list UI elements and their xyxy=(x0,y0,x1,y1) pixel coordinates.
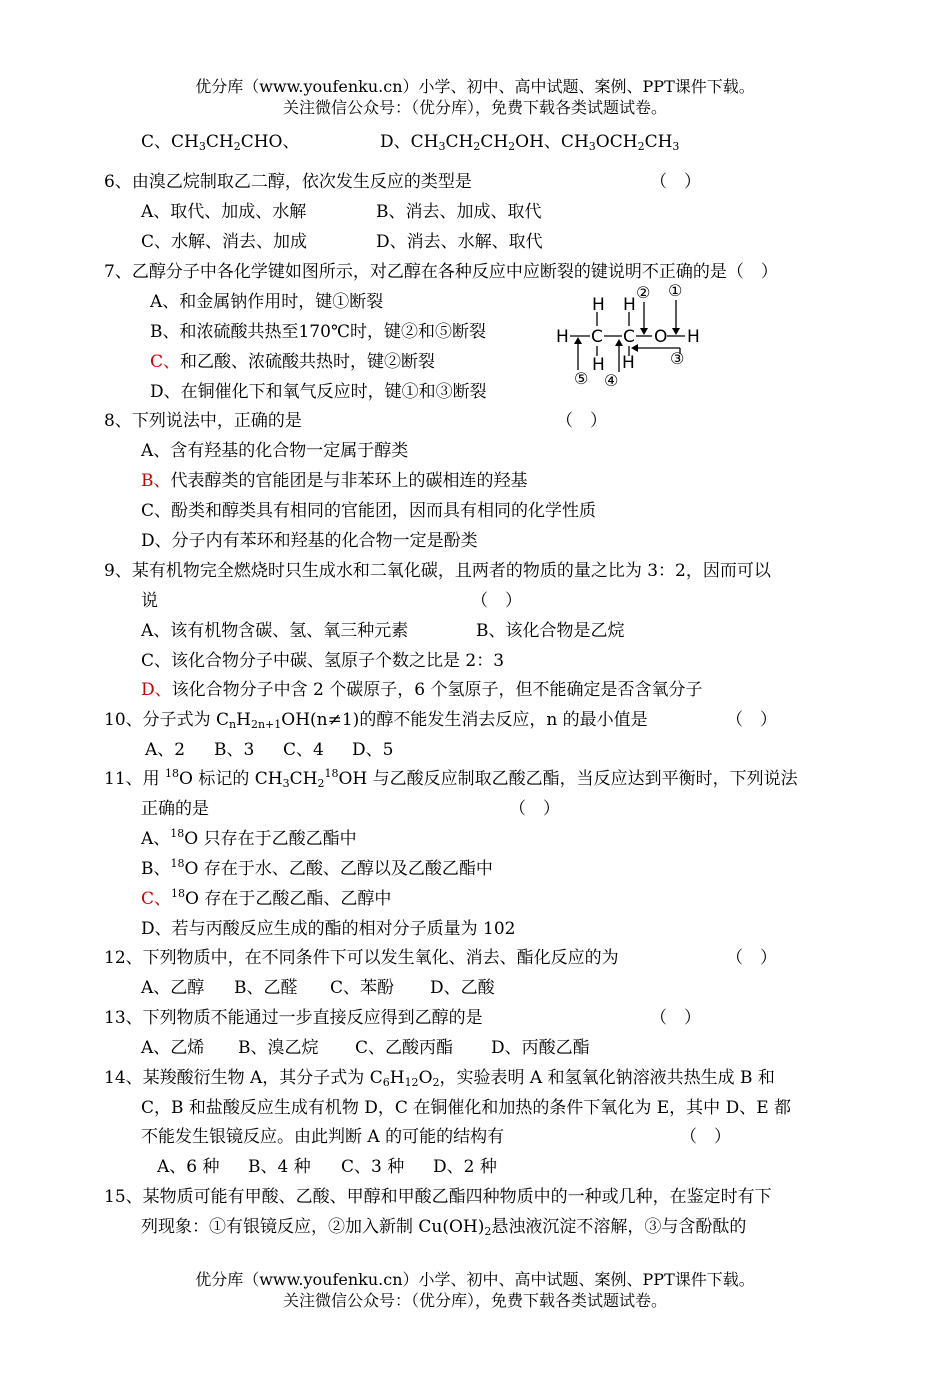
footer-line-2: 关注微信公众号：（优分库），免费下载各类试题试卷。 xyxy=(282,1291,667,1310)
q6-option-c: C、水解、消去、加成 xyxy=(141,232,308,252)
q7-option-c: C、和乙酸、浓硫酸共热时，键②断裂 xyxy=(150,352,436,372)
q8-answer-paren: （ ） xyxy=(556,411,607,431)
q5-option-d: D、$CH_3CH_2CH_2OH$、$CH_3OCH_2CH_3$ xyxy=(380,132,680,153)
atom-h-left: H xyxy=(556,327,569,347)
atom-c2: C xyxy=(623,327,635,347)
q12-option-a: A、乙醇 xyxy=(141,978,205,998)
q13-answer-paren: （ ） xyxy=(650,1008,701,1028)
q7-stem: 7、乙醇分子中各化学键如图所示，对乙醇在各种反应中应断裂的键说明不正确的是（ ） xyxy=(104,262,778,282)
atom-h-bottom-2: H xyxy=(622,353,635,373)
atom-h-top-1: H xyxy=(592,295,605,315)
bond-label-1: ① xyxy=(668,282,683,300)
q14-option-c: C、3 种 xyxy=(341,1157,405,1177)
q11-answer-paren: （ ） xyxy=(509,799,560,819)
q5-option-c: C、$CH_3CH_2CHO$、 xyxy=(141,132,300,153)
q8-option-c: C、酚类和醇类具有相同的官能团，因而具有相同的化学性质 xyxy=(141,501,597,521)
q11-answer-mark: C、 xyxy=(141,889,172,909)
q12-option-d: D、乙酸 xyxy=(430,978,495,998)
q8-option-b: B、代表醇类的官能团是与非苯环上的碳相连的羟基 xyxy=(141,471,528,491)
q13-option-d: D、丙酸乙酯 xyxy=(491,1038,590,1058)
q13-option-a: A、乙烯 xyxy=(141,1038,205,1058)
bond-label-3: ③ xyxy=(670,349,685,368)
q9-answer-paren: （ ） xyxy=(471,591,522,611)
q7-option-b: B、和浓硫酸共热至170℃时，键②和⑤断裂 xyxy=(150,322,486,342)
q15-stem-line2: 列现象：①有银镜反应，②加入新制 $Cu(OH)_2$悬浊液沉淀不溶解，③与含酚酞的 xyxy=(141,1217,747,1238)
q12-option-b: B、乙醛 xyxy=(234,978,298,998)
q14-answer-paren: （ ） xyxy=(680,1127,731,1147)
q14-stem: 14、某羧酸衍生物 A，其分子式为 $C_6H_{12}O_2$，实验表明 A 和氢氧化钠溶液共热生成 B 和 xyxy=(104,1068,775,1089)
q7-answer-mark: C、 xyxy=(150,352,181,372)
q13-stem: 13、下列物质不能通过一步直接反应得到乙醇的是 xyxy=(104,1008,483,1028)
atom-h-right: H xyxy=(687,327,700,347)
header-line-2: 关注微信公众号：（优分库），免费下载各类试题试卷。 xyxy=(282,98,667,117)
ethanol-bond-diagram xyxy=(552,282,712,392)
q8-option-a: A、含有羟基的化合物一定属于醇类 xyxy=(141,441,409,461)
atom-c1: C xyxy=(591,327,603,347)
q7-option-a: A、和金属钠作用时，键①断裂 xyxy=(150,292,384,312)
q15-stem-line1: 15、某物质可能有甲酸、乙酸、甲醇和甲酸乙酯四种物质中的一种或几种，在鉴定时有下 xyxy=(104,1187,772,1207)
q13-option-b: B、溴乙烷 xyxy=(238,1038,319,1058)
q8-option-d: D、分子内有苯环和羟基的化合物一定是酚类 xyxy=(141,531,478,551)
bond-label-4: ④ xyxy=(604,371,619,390)
q12-option-c: C、苯酚 xyxy=(330,978,395,998)
bond-label-5: ⑤ xyxy=(574,369,589,388)
q11-stem-cont: 正确的是 xyxy=(141,799,209,819)
q10-option-c: C、4 xyxy=(283,740,324,760)
q9-option-d: D、该化合物分子中含 2 个碳原子，6 个氢原子，但不能确定是否含氧分子 xyxy=(141,680,703,700)
q10-option-b: B、3 xyxy=(214,740,255,760)
q8-answer-mark: B、 xyxy=(141,471,171,491)
q9-option-a: A、该有机物含碳、氢、氧三种元素 xyxy=(141,621,409,641)
bond-label-2: ② xyxy=(636,283,651,302)
q14-option-a: A、6 种 xyxy=(157,1157,220,1177)
q9-option-b: B、该化合物是乙烷 xyxy=(476,621,625,641)
q11-option-b: B、$^{18}$O 存在于水、乙酸、乙醇以及乙酸乙酯中 xyxy=(141,857,493,879)
q6-option-b: B、消去、加成、取代 xyxy=(376,202,542,222)
atom-o: O xyxy=(654,327,668,347)
q11-option-a: A、$^{18}$O 只存在于乙酸乙酯中 xyxy=(141,827,357,849)
q12-answer-paren: （ ） xyxy=(726,948,777,968)
q6-option-a: A、取代、加成、水解 xyxy=(141,202,307,222)
q11-option-d: D、若与丙酸反应生成的酯的相对分子质量为 102 xyxy=(141,919,516,939)
atom-h-bottom-1: H xyxy=(592,355,605,375)
q11-option-c: C、$^{18}$O 存在于乙酸乙酯、乙醇中 xyxy=(141,887,392,909)
header-line-1: 优分库（www.youfenku.cn）小学、初中、高中试题、案例、PPT课件下载。 xyxy=(195,77,755,96)
q13-option-c: C、乙酸丙酯 xyxy=(355,1038,454,1058)
q14-stem-line2: C，B 和盐酸反应生成有机物 D，C 在铜催化和加热的条件下氧化为 E，其中 D、E 都 xyxy=(141,1098,792,1118)
q10-stem: 10、分子式为 $C_nH_{2n+1}OH(n\ne 1)$的醇不能发生消去反应，n 的最小值是 xyxy=(104,710,648,731)
q11-stem: 11、用 $^{18}$O 标记的 $CH_3CH_2^{18}OH$ 与乙酸反应制取乙酸乙酯，当反应达到平衡时，下列说法 xyxy=(104,767,798,790)
q10-option-d: D、5 xyxy=(352,740,394,760)
q14-option-d: D、2 种 xyxy=(433,1157,497,1177)
q7-option-d: D、在铜催化下和氧气反应时，键①和③断裂 xyxy=(150,382,487,402)
q6-option-d: D、消去、水解、取代 xyxy=(376,232,543,252)
q14-stem-line3: 不能发生银镜反应。由此判断 A 的可能的结构有 xyxy=(141,1127,505,1147)
q10-option-a: A、2 xyxy=(145,740,186,760)
q14-option-b: B、4 种 xyxy=(248,1157,311,1177)
atom-h-top-2: H xyxy=(623,295,636,315)
q8-stem: 8、下列说法中，正确的是 xyxy=(104,411,302,431)
footer-line-1: 优分库（www.youfenku.cn）小学、初中、高中试题、案例、PPT课件下载。 xyxy=(195,1270,755,1289)
q9-option-c: C、该化合物分子中碳、氢原子个数之比是 2：3 xyxy=(141,651,505,671)
q6-stem: 6、由溴乙烷制取乙二醇，依次发生反应的类型是 xyxy=(104,172,472,192)
q12-stem: 12、下列物质中，在不同条件下可以发生氧化、消去、酯化反应的为 xyxy=(104,948,619,968)
q6-answer-paren: （ ） xyxy=(650,172,701,192)
q9-stem-cont: 说 xyxy=(141,591,158,611)
q9-stem: 9、某有机物完全燃烧时只生成水和二氧化碳，且两者的物质的量之比为 3：2，因而可以 xyxy=(104,561,771,581)
q10-answer-paren: （ ） xyxy=(726,710,777,730)
q9-answer-mark: D、 xyxy=(141,680,172,700)
